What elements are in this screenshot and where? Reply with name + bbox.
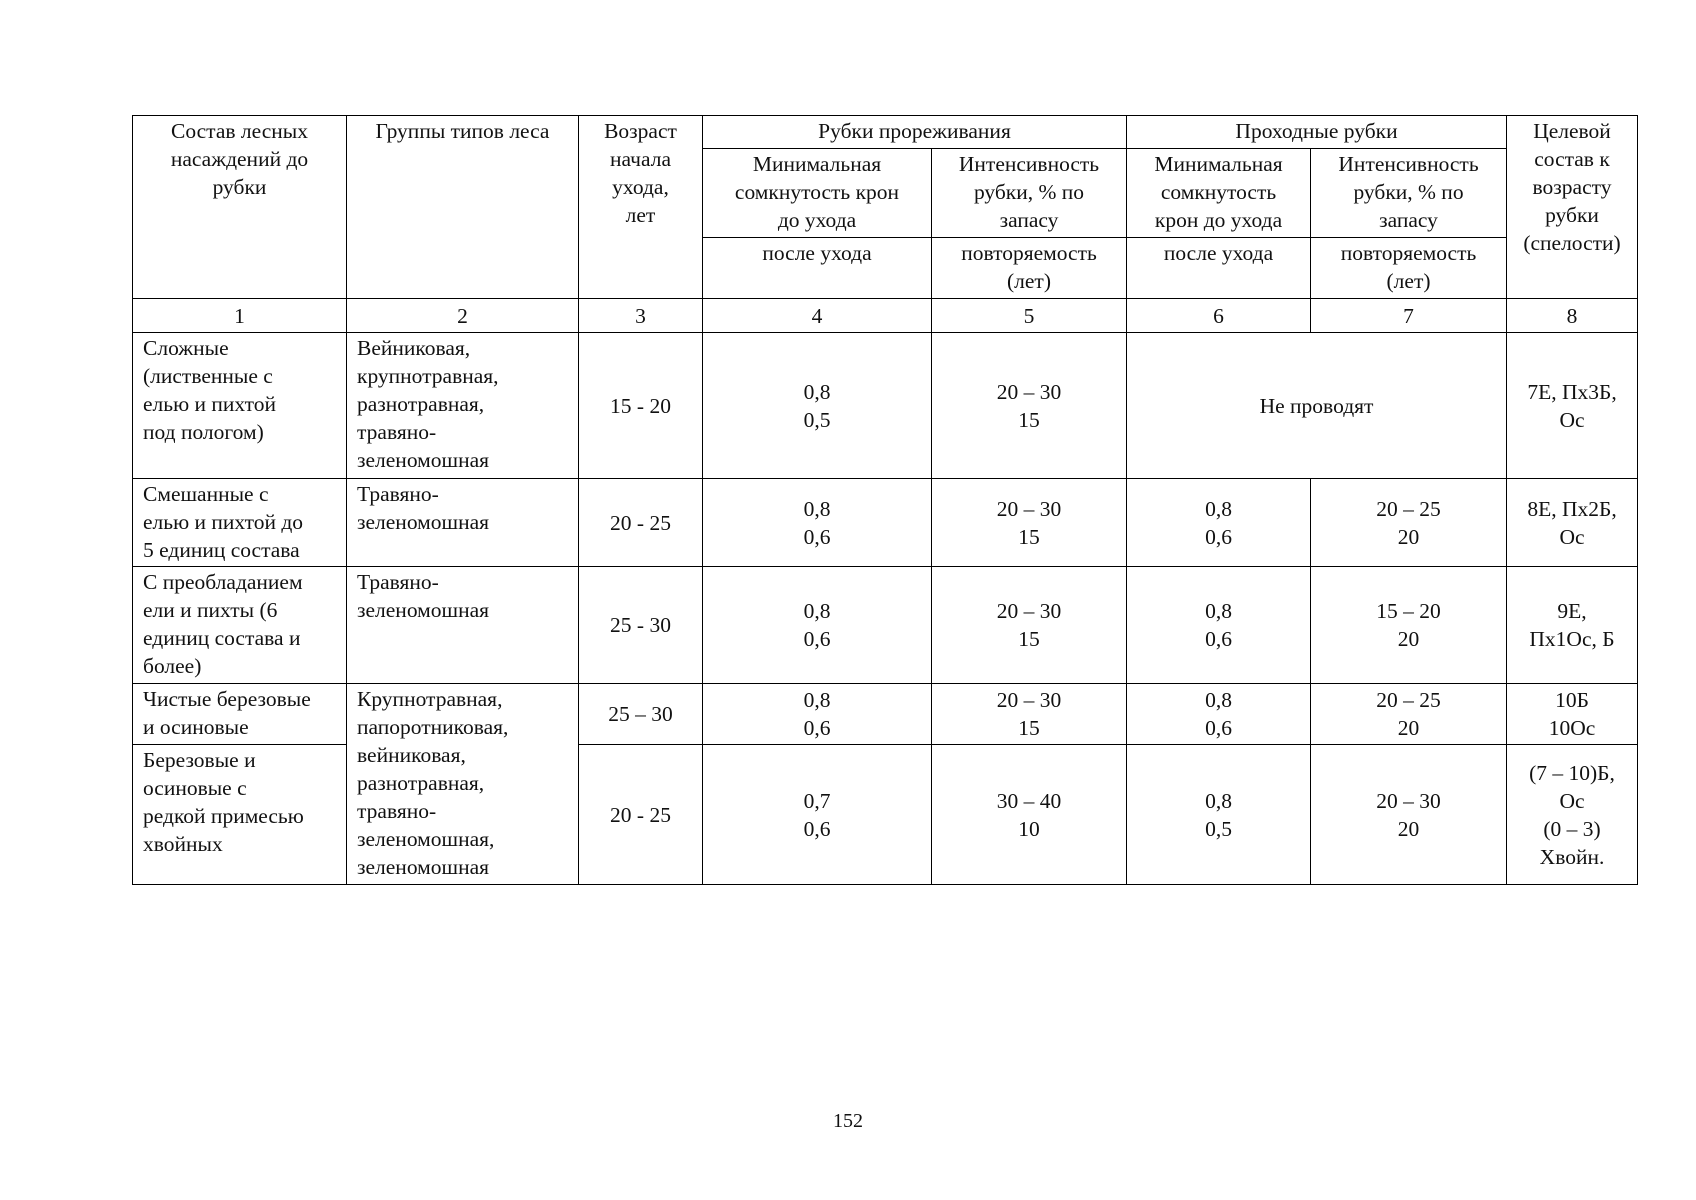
intensity-passing-cell: 15 – 20 20 <box>1311 567 1507 684</box>
composition-cell: Чистые березовые и осиновые <box>133 684 347 745</box>
min-closure-passing-cell: 0,8 0,6 <box>1127 479 1311 567</box>
header-intensity-passing: Интенсивность рубки, % по запасу <box>1311 149 1507 238</box>
forest-types-cell: Травяно- зеленомошная <box>347 479 579 567</box>
header-intensity-thinning: Интенсивность рубки, % по запасу <box>932 149 1127 238</box>
header-min-closure-passing: Минимальная сомкнутость крон до ухода <box>1127 149 1311 238</box>
min-closure-passing-cell: 0,8 0,6 <box>1127 684 1311 745</box>
column-number: 5 <box>932 299 1127 333</box>
age-cell: 25 - 30 <box>579 567 703 684</box>
column-number: 3 <box>579 299 703 333</box>
intensity-passing-cell: 20 – 25 20 <box>1311 684 1507 745</box>
header-after-care-thinning: после ухода <box>703 238 932 299</box>
column-number: 8 <box>1507 299 1638 333</box>
intensity-cell: 20 – 30 15 <box>932 567 1127 684</box>
header-repeat-passing: повторяемость (лет) <box>1311 238 1507 299</box>
target-composition-cell: (7 – 10)Б, Ос (0 – 3) Хвойн. <box>1507 745 1638 885</box>
table-row <box>133 684 1638 745</box>
header-min-closure-thinning: Минимальная сомкнутость крон до ухода <box>703 149 932 238</box>
header-composition: Состав лесных насаждений до рубки <box>133 116 347 299</box>
composition-cell: Сложные (лиственные с елью и пихтой под пологом) <box>133 333 347 479</box>
target-composition-cell: 7Е, Пх3Б, Ос <box>1507 333 1638 479</box>
min-closure-passing-cell: 0,8 0,5 <box>1127 745 1311 885</box>
composition-cell: Смешанные с елью и пихтой до 5 единиц состава <box>133 479 347 567</box>
table-row <box>133 567 1638 684</box>
column-number: 4 <box>703 299 932 333</box>
header-passing-cuttings: Проходные рубки <box>1127 116 1507 149</box>
age-cell: 15 - 20 <box>579 333 703 479</box>
column-numbers-row <box>133 299 1638 333</box>
target-composition-cell: 10Б 10Ос <box>1507 684 1638 745</box>
header-target-composition: Целевой состав к возрасту рубки (спелости) <box>1507 116 1638 299</box>
column-number: 1 <box>133 299 347 333</box>
age-cell: 20 - 25 <box>579 479 703 567</box>
intensity-cell: 20 – 30 15 <box>932 479 1127 567</box>
age-cell: 25 – 30 <box>579 684 703 745</box>
forest-types-cell: Крупнотравная, папоротниковая, вейниковая, разнотравная, травяно- зеленомошная, зеленомошная <box>347 684 579 885</box>
table-row <box>133 479 1638 567</box>
intensity-cell: 30 – 40 10 <box>932 745 1127 885</box>
composition-cell: С преобладанием ели и пихты (6 единиц состава и более) <box>133 567 347 684</box>
min-closure-cell: 0,8 0,6 <box>703 567 932 684</box>
min-closure-cell: 0,8 0,5 <box>703 333 932 479</box>
intensity-cell: 20 – 30 15 <box>932 684 1127 745</box>
forest-types-cell: Травяно- зеленомошная <box>347 567 579 684</box>
column-number: 6 <box>1127 299 1311 333</box>
column-number: 7 <box>1311 299 1507 333</box>
min-closure-cell: 0,8 0,6 <box>703 684 932 745</box>
header-age: Возраст начала ухода, лет <box>579 116 703 299</box>
intensity-cell: 20 – 30 15 <box>932 333 1127 479</box>
target-composition-cell: 9Е, Пх1Ос, Б <box>1507 567 1638 684</box>
age-cell: 20 - 25 <box>579 745 703 885</box>
header-after-care-passing: после ухода <box>1127 238 1311 299</box>
not-conducted-cell: Не проводят <box>1127 333 1507 479</box>
target-composition-cell: 8Е, Пх2Б, Ос <box>1507 479 1638 567</box>
min-closure-cell: 0,7 0,6 <box>703 745 932 885</box>
intensity-passing-cell: 20 – 25 20 <box>1311 479 1507 567</box>
composition-cell: Березовые и осиновые с редкой примесью хвойных <box>133 745 347 885</box>
min-closure-passing-cell: 0,8 0,6 <box>1127 567 1311 684</box>
table-row <box>133 333 1638 479</box>
column-number: 2 <box>347 299 579 333</box>
min-closure-cell: 0,8 0,6 <box>703 479 932 567</box>
header-repeat-thinning: повторяемость (лет) <box>932 238 1127 299</box>
header-thinning: Рубки прореживания <box>703 116 1127 149</box>
forest-types-cell: Вейниковая, крупнотравная, разнотравная, травяно- зеленомошная <box>347 333 579 479</box>
page-number: 152 <box>833 1110 863 1132</box>
header-forest-types: Группы типов леса <box>347 116 579 299</box>
intensity-passing-cell: 20 – 30 20 <box>1311 745 1507 885</box>
forest-care-table <box>132 115 1638 885</box>
